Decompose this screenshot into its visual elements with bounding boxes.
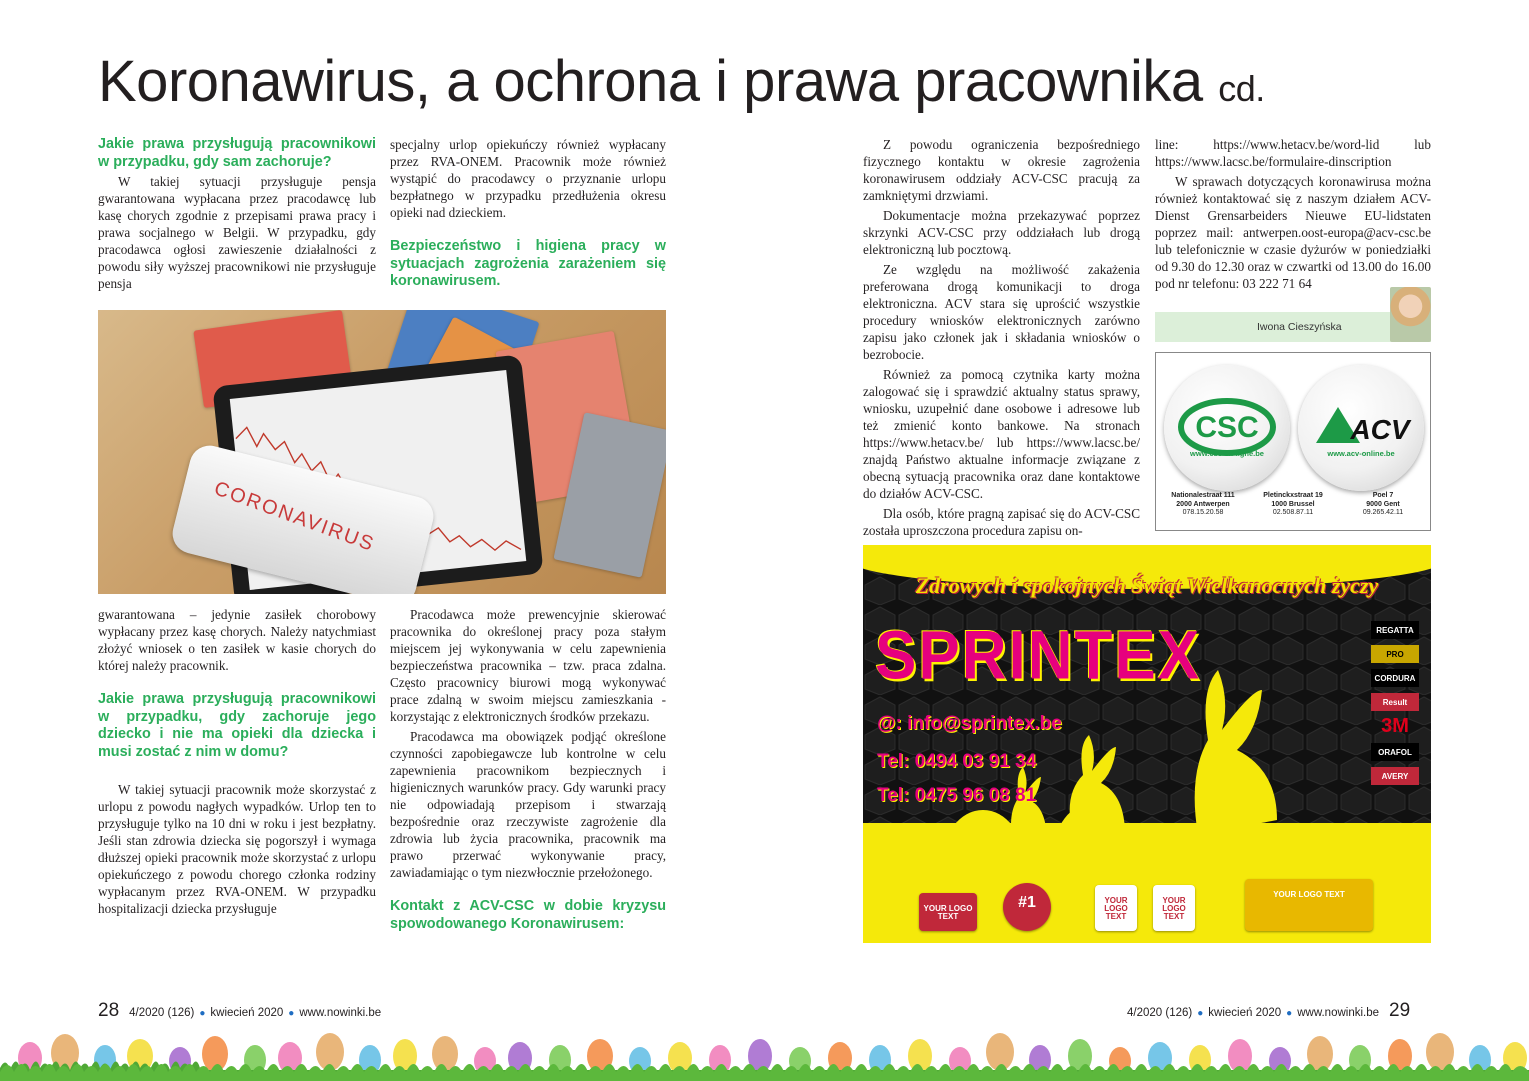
heading-sick-child: Jakie prawa przysługują pracownikowi w przypadku, gdy zachoruje jego dziecko i nie ma opieki dla dziecka i musi zostać z nim w domu? xyxy=(98,691,376,760)
easter-border xyxy=(0,1028,1529,1081)
sprintex-ad xyxy=(863,545,1431,943)
page-number-left: 28 xyxy=(98,1000,120,1021)
author-name: Iwona Cieszyńska xyxy=(1257,321,1342,333)
dot-icon: ● xyxy=(199,1008,206,1019)
csc-logo-icon xyxy=(1164,365,1290,491)
paragraph: Pracodawca może prewencyjnie skierować pracownika do określonej pracy poza stałym miejscem jej wykonywania w celu zapewnienia bezpieczeństwa pracownika – tzw. praca zdalna. Często pracownicy biurowi mogą wykonywać prace zdalną w swoim miejscu zamieszkania - korzystając z elektronicznych środków przekazu. xyxy=(390,607,666,724)
csc-url: www.csc-en-ligne.be xyxy=(1190,449,1264,458)
address-phone: 02.508.87.11 xyxy=(1272,509,1314,516)
footer-right xyxy=(1127,1000,1410,1022)
brand-result: Result xyxy=(1371,693,1419,711)
column-4 xyxy=(1155,136,1431,295)
footer-issue: 4/2020 (126) xyxy=(1127,1007,1193,1019)
address-city: 9000 Gent xyxy=(1366,500,1400,508)
paragraph: Dla osób, które pragną zapisać się do ACV-CSC została uproszczona procedura zapisu on- xyxy=(863,506,1140,538)
paragraph: W takiej sytuacji przysługuje pensja gwarantowana wypłacana przez pracodawcę lub kasę chorych zgodnie z przepisami prawa pracy i prawa socjalnego w Belgii. W przypadku, gdy pracodawca ogłosi zawieszenie działalności z powodu siły wyższej pracownikowi nie przysługuje pensja xyxy=(98,174,376,291)
footer-month: kwiecień 2020 xyxy=(1208,1007,1282,1019)
address-street: Nationalestraat 111 xyxy=(1171,492,1235,499)
ad-email: @: info@sprintex.be xyxy=(877,713,1062,734)
page-number-right: 29 xyxy=(1389,1000,1411,1021)
paragraph: specjalny urlop opiekuńczy również wypłacany przez RVA-ONEM. Pracownik może również wystąpić do pracodawcy o przyznanie urlopu bezpłatnego w przypadku przedłużenia okresu opieki nad dzieckiem. xyxy=(390,137,666,220)
heading-contact: Kontakt z ACV-CSC w dobie kryzysu spowodowanego Koronawirusem: xyxy=(390,898,666,932)
logo-sign: YOUR LOGO TEXT xyxy=(919,893,977,931)
paragraph: Pracodawca ma obowiązek podjąć określone czynności zapobiegawcze lub kontrolne w celu zapewnienia pracownikom bezpiecznych i higienicznych warunków pracy. Gdy warunki pracy nie odpowiadają przepisom i stwarzają bezpośrednie oraz rzeczywiste zagrożenie dla zdrowia lub życia pracownika, pracownik ma prawo przerwać wykonywanie pracy, zawiadamiając o tym niezwłocznie przełożonego. xyxy=(390,729,666,880)
paragraph: Z powodu ograniczenia bezpośredniego fizycznego kontaktu w okresie zagrożenia koronawirusem oddziały ACV-CSC pracują za zamkniętymi drzwiami. xyxy=(863,137,1140,203)
ad-phone-2: Tel: 0475 96 08 81 xyxy=(877,785,1037,806)
ad-phone-1: Tel: 0494 03 91 34 xyxy=(877,751,1037,772)
title-suffix: cd. xyxy=(1218,68,1265,109)
address-street: Pletinckxstraat 19 xyxy=(1263,492,1323,499)
paragraph: W takiej sytuacji pracownik może skorzystać z urlopu z powodu nagłych wypadków. Urlop ten to przysługuje tylko na 10 dni w roku i jest bezpłatny. Jeśli stan zdrowia dziecka się pogorszył i wymaga dłuższej opieki pracownik może skorzystać z urlopu opiekuńczego z powodu chorego członka rodziny wypłacanym przez RVA-ONEM. W przypadku hospitalizacji dziecka przysługuje xyxy=(98,782,376,916)
paragraph: W sprawach dotyczących koronawirusa można również kontaktować się z naszym działem ACV-Dienst Grensarbeiders Nieuwe EU-lidstaten poprzez mail: antwerpen.oost-europa@acv-csc.be lub telefonicznie w czasie dyżurów w poniedziałki od 9.30 do 12.30 oraz w czwartki od 13.00 do 16.00 pod nr telefonu: 03 222 71 64 xyxy=(1155,174,1431,291)
dot-icon: ● xyxy=(1197,1008,1204,1019)
paragraph: line: https://www.hetacv.be/word-lid lub https://www.lacsc.be/formulaire-dinscription xyxy=(1155,137,1431,169)
column-2-bottom xyxy=(390,606,666,935)
mask-text: CORONAVIRUS xyxy=(211,477,378,557)
money-tablet-photo xyxy=(98,310,666,594)
address-street: Poel 7 xyxy=(1372,492,1394,499)
title-main: Koronawirus, a ochrona i prawa pracownika xyxy=(98,49,1203,114)
acv-logo-icon xyxy=(1298,365,1424,491)
paragraph: gwarantowana – jedynie zasiłek chorobowy wypłacany przez kasę chorych. Należy natychmiast złożyć wniosek o ten zasiłek w kasie chorych do której należy pracownik. xyxy=(98,607,376,673)
brand-3m: 3M xyxy=(1381,714,1409,737)
csc-logo-label: CSC xyxy=(1195,411,1259,444)
csc-acv-logos xyxy=(1155,352,1431,531)
brand-cordura: CORDURA xyxy=(1371,669,1419,687)
grass-blades xyxy=(0,1064,1529,1081)
page-title xyxy=(98,48,1438,115)
address-antwerpen xyxy=(1158,492,1248,518)
ad-brand: SPRINTEX xyxy=(875,618,1202,694)
ad-easter-wish: Zdrowych i spokojnych Świąt Wielkanocnych życzy xyxy=(915,573,1379,598)
address-phone: 078.15.20.58 xyxy=(1182,509,1224,516)
van: YOUR LOGO TEXT xyxy=(1245,879,1373,931)
brand-regatta: REGATTA xyxy=(1371,621,1419,639)
footer-site[interactable]: www.nowinki.be xyxy=(1297,1007,1380,1019)
footer-left xyxy=(98,1000,381,1022)
tshirt-2: YOUR LOGO TEXT xyxy=(1153,885,1195,931)
paragraph: Również za pomocą czytnika karty można zalogować się i sprawdzić aktualny status sprawy, wniosku, uzupełnić dane osobowe i adresowe lub też zmienić konto bankowe. Na stronach https://www.hetacv.be/ lub https://www.lacsc.be/ znajdą Państwo aktualne informacje związane z obecną sytuacją pracownika oraz dane kontaktowe do działów ACV-CSC. xyxy=(863,367,1140,501)
brand-avery: AVERY xyxy=(1371,767,1419,785)
acv-url: www.acv-online.be xyxy=(1327,449,1395,458)
footer-month: kwiecień 2020 xyxy=(210,1007,284,1019)
address-city: 1000 Brussel xyxy=(1271,500,1315,508)
address-gent xyxy=(1338,492,1428,518)
paragraph: Ze względu na możliwość zakażenia preferowana drogą komunikacji to droga elektroniczna. ACV stara się uprościć wszystkie procedury wniosków elektronicznych zarówno zapisu jako członek jak i składania wniosków o bezrobocie. xyxy=(863,262,1140,362)
column-1-top xyxy=(98,136,376,295)
column-3 xyxy=(863,136,1140,542)
acv-logo-label: ACV xyxy=(1350,414,1410,445)
footer-issue: 4/2020 (126) xyxy=(129,1007,195,1019)
address-brussel xyxy=(1248,492,1338,518)
brand-orafol: ORAFOL xyxy=(1371,743,1419,761)
acv-logo-circle xyxy=(1298,365,1424,491)
brand-pro: PRO xyxy=(1371,645,1419,663)
address-city: 2000 Antwerpen xyxy=(1176,500,1230,508)
csc-logo-circle xyxy=(1164,365,1290,491)
heading-sick-worker: Jakie prawa przysługują pracownikowi w przypadku, gdy sam zachoruje? xyxy=(98,136,376,170)
author-photo xyxy=(1390,287,1431,342)
tshirt-1: YOUR LOGO TEXT xyxy=(1095,885,1137,931)
paragraph: Dokumentacje można przekazywać poprzez skrzynki ACV-CSC przy oddziałach lub drogą elektroniczną lub pocztową. xyxy=(863,208,1140,257)
column-2-top xyxy=(390,136,666,293)
address-phone: 09.265.42.11 xyxy=(1362,509,1404,516)
dot-icon: ● xyxy=(288,1008,295,1019)
footer-site[interactable]: www.nowinki.be xyxy=(299,1007,382,1019)
number-one-badge: #1 xyxy=(1003,883,1051,931)
dot-icon: ● xyxy=(1286,1008,1293,1019)
column-1-bottom xyxy=(98,606,376,920)
heading-safety: Bezpieczeństwo i higiena pracy w sytuacjach zagrożenia zarażeniem się koronawirusem. xyxy=(390,238,666,289)
